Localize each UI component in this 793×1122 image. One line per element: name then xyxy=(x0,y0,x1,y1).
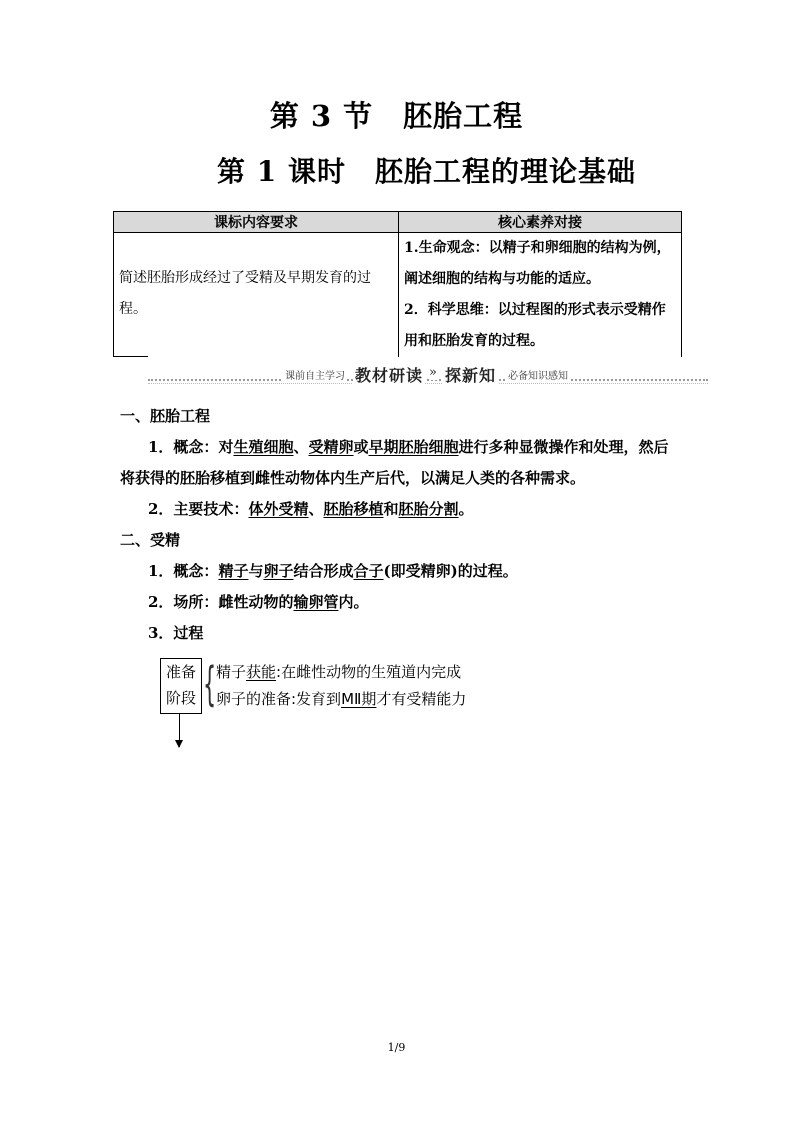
text-fragment: 卵子的准备:发育到 xyxy=(216,690,342,708)
heading-fertilization: 二、受精 xyxy=(120,531,181,549)
term-zygote: 受精卵 xyxy=(308,438,354,456)
text-fragment: 结合形成 xyxy=(293,562,354,580)
section-banner xyxy=(148,363,708,385)
location-label: 2．场所： xyxy=(148,593,219,611)
literacy-item-1: 1.生命观念：以精子和卵细胞的结构为例，阐述细胞的结构与功能的适应。 xyxy=(404,240,671,287)
heading-embryo-engineering: 一、胚胎工程 xyxy=(120,407,211,425)
process-diagram xyxy=(160,655,540,755)
literacy-item-2: 2．科学思维：以过程图的形式表示受精作用和胚胎发育的过程。 xyxy=(404,302,666,349)
requirement-text: 简述胚胎形成经过了受精及早期发育的过程。 xyxy=(119,270,371,317)
term-zygote-2: 合子 xyxy=(353,562,384,580)
concept-label: 1．概念： xyxy=(148,438,219,456)
stage-label-top: 准备 xyxy=(165,663,196,681)
text-fragment: 、 xyxy=(293,438,309,456)
text-fragment: 或 xyxy=(353,438,369,456)
text-fragment: (即受精卵)的过程。 xyxy=(383,562,518,580)
banner-main-right: 探新知 xyxy=(443,363,498,386)
banner-arrow-icon: » xyxy=(429,365,437,380)
paragraph-location xyxy=(120,587,680,618)
term-germ-cells: 生殖细胞 xyxy=(233,438,294,456)
banner-dotted-rule-2 xyxy=(148,383,708,384)
curly-brace-icon: { xyxy=(203,657,217,711)
paragraph-fertilization-concept xyxy=(120,556,680,587)
term-oviduct: 输卵管 xyxy=(293,593,339,611)
table-header-literacy: 核心素养对接 xyxy=(399,212,682,233)
stage-label-bottom: 阶段 xyxy=(165,689,196,707)
banner-dotted-rule xyxy=(148,379,708,381)
term-embryo-transfer: 胚胎移植 xyxy=(323,500,384,518)
page-number: 1/9 xyxy=(387,1041,406,1054)
techniques-label: 2．主要技术： xyxy=(148,500,249,518)
stage-box xyxy=(160,658,202,714)
diagram-line-egg xyxy=(216,688,466,709)
banner-left-caption: 课前自主学习 xyxy=(283,367,347,382)
requirement-cell xyxy=(114,233,399,358)
text-fragment: 才有受精能力 xyxy=(376,690,467,708)
text-fragment: 精子 xyxy=(216,663,247,681)
text-fragment: 内。 xyxy=(338,593,369,611)
term-egg: 卵子 xyxy=(263,562,294,580)
text-fragment: :在雌性动物的生殖道内完成 xyxy=(276,663,462,681)
table-bottom-rule xyxy=(113,356,148,357)
text-fragment: 雌性动物的 xyxy=(218,593,294,611)
text-fragment: 。 xyxy=(458,500,474,518)
literacy-cell xyxy=(399,233,682,358)
text-fragment: 、 xyxy=(308,500,324,518)
term-meiosis-ii: MⅡ期 xyxy=(341,690,377,708)
banner-main-left: 教材研读 xyxy=(353,363,425,386)
banner-right-caption: 必备知识感知 xyxy=(506,367,570,382)
table-header-requirements: 课标内容要求 xyxy=(114,212,399,233)
diagram-line-sperm xyxy=(216,661,461,682)
lesson-title: 第 1 课时 胚胎工程的理论基础 xyxy=(217,155,636,188)
term-capacitation: 获能 xyxy=(246,663,277,681)
term-early-embryo-cells: 早期胚胎细胞 xyxy=(368,438,459,456)
term-ivf: 体外受精 xyxy=(248,500,309,518)
text-fragment: 对 xyxy=(218,438,234,456)
text-fragment: 与 xyxy=(248,562,264,580)
heading-process: 3．过程 xyxy=(148,624,204,642)
paragraph-concept xyxy=(120,432,680,494)
term-embryo-splitting: 胚胎分割 xyxy=(398,500,459,518)
section-title: 第 3 节 胚胎工程 xyxy=(269,99,524,133)
down-arrow-icon xyxy=(175,740,183,748)
fert-concept-label: 1．概念： xyxy=(148,562,219,580)
paragraph-techniques xyxy=(120,494,680,525)
standards-table xyxy=(113,211,682,357)
text-fragment: 进行多种显微操作和处理，然后将获得的胚胎移植到雌性动物体内生产后代，以满足人类的各种需求。 xyxy=(120,438,669,487)
term-sperm: 精子 xyxy=(218,562,249,580)
text-fragment: 和 xyxy=(383,500,399,518)
